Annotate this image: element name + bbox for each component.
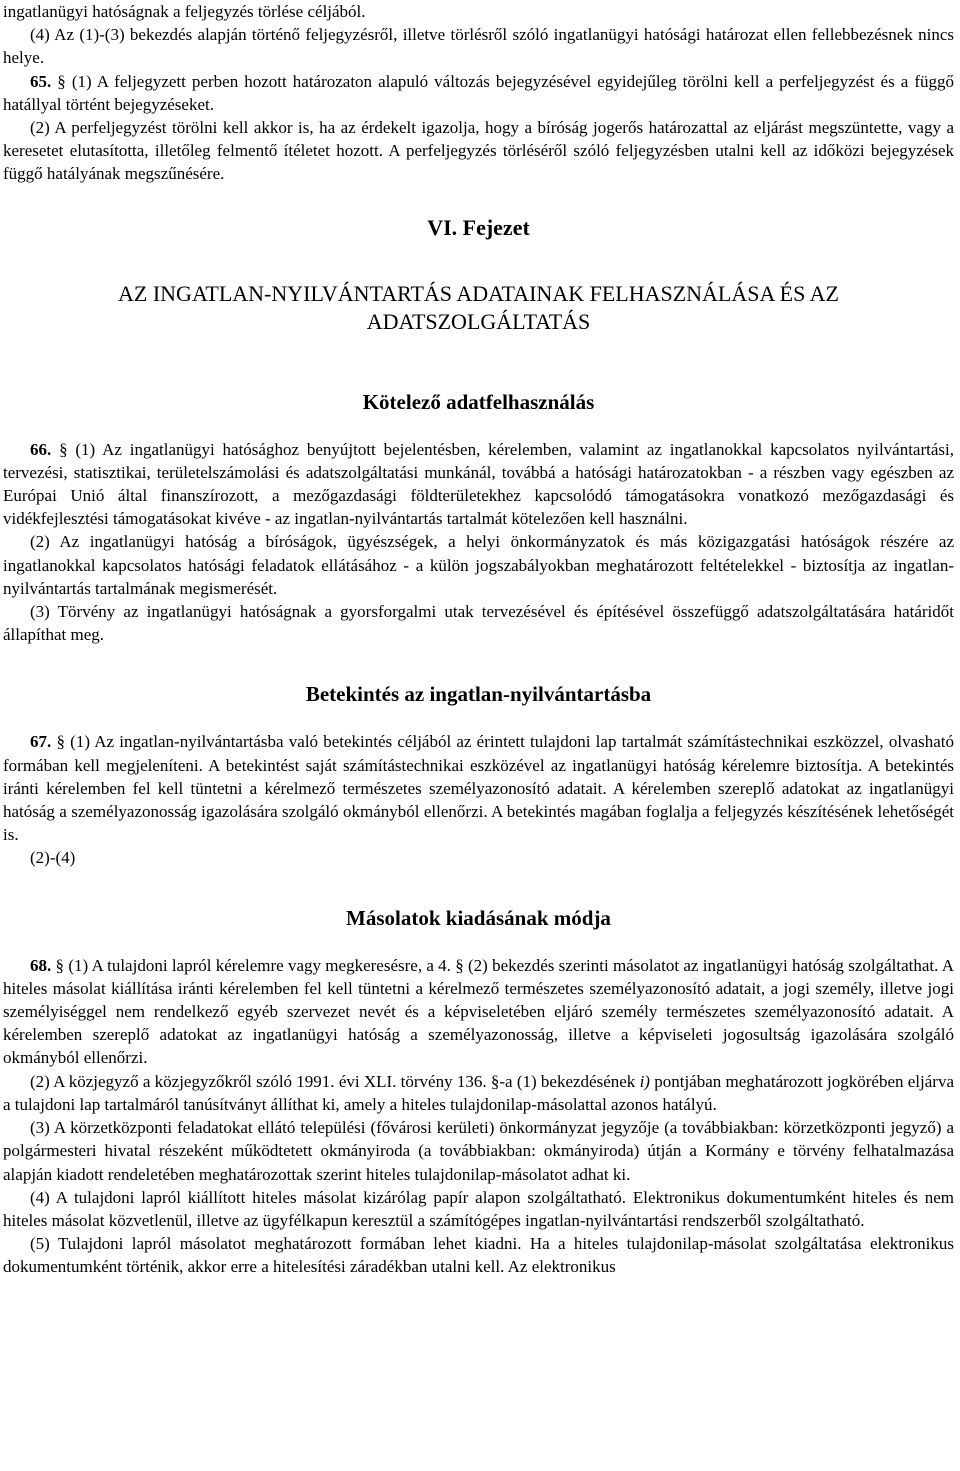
section-68-paragraph-2 — [3, 1070, 954, 1116]
section-heading-kotelezo: Kötelező adatfelhasználás — [362, 389, 595, 414]
italic-point-label: i) — [639, 1071, 650, 1091]
section-68-paragraph-5: (5) Tulajdoni lapról másolatot meghatározott formában lehet kiadni. Ha a hiteles tulajdonilap-másolat szolgáltatása elektronikus dokumentumként történik, akkor erre a hitelesítési záradékban utalni kell. Az elektronikus — [3, 1234, 954, 1277]
section-text: § (1) Az ingatlanügyi hatósághoz benyújtott bejelentésben, kérelemben, valamint az ingatlanokkal kapcsolatos nyilvántartási, tervezési, statisztikai, területelszámolási és adatszolgáltatási munkánál, továbbá a hatósági határozatokban - a részben vagy egészben az Európai Unió által finanszírozott, a mezőgazdasági földterületekhez kapcsolódó támogatásokra vonatkozó mezőgazdasági és vidékfejlesztési támogatásokat kivéve - az ingatlan-nyilvántartás tartalmát kötelezően kell használni. — [3, 439, 955, 529]
section-66-paragraph-3: (3) Törvény az ingatlanügyi hatóságnak a gyorsforgalmi utak tervezésével és építésével összefüggő adatszolgáltatására határidőt állapíthat meg. — [3, 602, 954, 645]
section-text: pontjában meghatározott jogkörében eljárva a tulajdoni lap tartalmáról tanúsítványt állíthat ki, amely a hiteles tulajdonilap-másolattal azonos hatályú. — [3, 1071, 955, 1114]
section-66-paragraph-2: (2) Az ingatlanügyi hatóság a bíróságok, ügyészségek, a helyi önkormányzatok és más közigazgatási hatóságok részére az ingatlanokkal kapcsolatos hatósági feladatok ellátásához - a külön jogszabályokban meghatározott feltételekkel - biztosítja az ingatlan-nyilvántartás tartalmának megismerését. — [3, 532, 954, 598]
section-text: § (1) A feljegyzett perben hozott határozaton alapuló változás bejegyzésével egyidejűleg törölni kell a perfeljegyzést és a függő hatállyal történt bejegyzéseket. — [3, 71, 955, 114]
section-heading-betekintes: Betekintés az ingatlan-nyilvántartásba — [305, 682, 652, 707]
section-number: 67. — [30, 732, 52, 752]
section-68-paragraph-4: (4) A tulajdoni lapról kiállított hiteles másolat kizárólag papír alapon szolgáltatható. Elektronikus dokumentumként hiteles és nem hiteles másolat közvetlenül, illetve az ügyfélkapun keresztül a számítógépes ingatlan-nyilvántartási rendszerből szolgáltatható. — [3, 1187, 954, 1230]
section-text: § (1) A tulajdoni lapról kérelemre vagy megkeresésre, a 4. § (2) bekezdés szerinti másolatot az ingatlanügyi hatóság szolgáltathat. A hiteles másolat kiállítása iránti kérelemben fel kell tüntetni a kérelmező természetes személyazonosító adatait, a jogi személy, illetve jogi személyiséggel nem rendelkező egyéb szervezet nevét és a képviseletében eljáró személy természetes személyazonosító adatait. A kérelemben szereplő adatokat az ingatlanügyi hatóság a személyazonosság, illetve a képviseleti jogosultság igazolására szolgáló okmányból ellenőrzi. — [3, 955, 954, 1068]
section-number: 66. — [30, 439, 52, 459]
section-number: 65. — [30, 71, 52, 91]
chapter-title-line-2: ADATSZOLGÁLTATÁS — [366, 308, 591, 334]
section-65-paragraph-2: (2) A perfeljegyzést törölni kell akkor is, ha az érdekelt igazolja, hogy a bíróság jogerős határozattal az eljárást megszüntette, vagy a keresetet elutasította, illetőleg felmentő ítéletet hozott. A perfeljegyzés törléséről szóló feljegyzésben utalni kell az időközi bejegyzések függő hatályának megszűnésére. — [3, 118, 954, 184]
paragraph-continuation: ingatlanügyi hatóságnak a feljegyzés törlése céljából. — [3, 2, 366, 21]
section-67-paragraph-1 — [3, 730, 954, 846]
paragraph-64-4: (4) Az (1)-(3) bekezdés alapján történő feljegyzésről, illetve törlésről szóló ingatlanügyi hatósági határozat ellen fellebbezésnek nincs helye. — [3, 25, 954, 68]
section-heading-masolatok: Másolatok kiadásának módja — [346, 905, 611, 930]
chapter-title-line-1: AZ INGATLAN-NYILVÁNTARTÁS ADATAINAK FELHASZNÁLÁSA ÉS AZ — [118, 280, 839, 306]
chapter-number: VI. Fejezet — [427, 214, 530, 240]
section-67-paragraph-2: (2)-(4) — [30, 848, 76, 868]
section-text: (2) A közjegyző a közjegyzőkről szóló 1991. évi XLI. törvény 136. §-a (1) bekezdésének — [30, 1071, 636, 1091]
section-text: § (1) Az ingatlan-nyilvántartásba való betekintés céljából az érintett tulajdoni lap tartalmát számítástechnikai eszközzel, olvasható formában kell megjeleníteni. A betekintést saját számítástechnikai eszközével az ingatlanügyi hatóság kérelemre biztosítja. A betekintés iránti kérelemben fel kell tüntetni a kérelmező természetes személyazonosító adatait. A kérelemben szereplő adatokat az ingatlanügyi hatóság a személyazonosság igazolására szolgáló okmányból ellenőrzi. A betekintés magában foglalja a feljegyzés készítésének lehetőségét is. — [3, 732, 954, 845]
section-68-paragraph-3: (3) A körzetközponti feladatokat ellátó települési (fővárosi kerületi) önkormányzat jegyzője (a továbbiakban: körzetközponti jegyző) a polgármesteri hivatal részeként működtetett okmányiroda (a továbbiakban: okmányiroda) útján a Kormány e törvény felhatalmazása alapján kiadott rendeletében meghatározottak szerint hiteles tulajdonilap-másolatot adhat ki. — [3, 1118, 954, 1184]
section-66-paragraph-1 — [3, 438, 954, 531]
chapter-title — [3, 280, 954, 336]
section-68-paragraph-1 — [3, 954, 954, 1070]
section-65-paragraph-1 — [3, 70, 954, 116]
section-number: 68. — [30, 955, 52, 975]
